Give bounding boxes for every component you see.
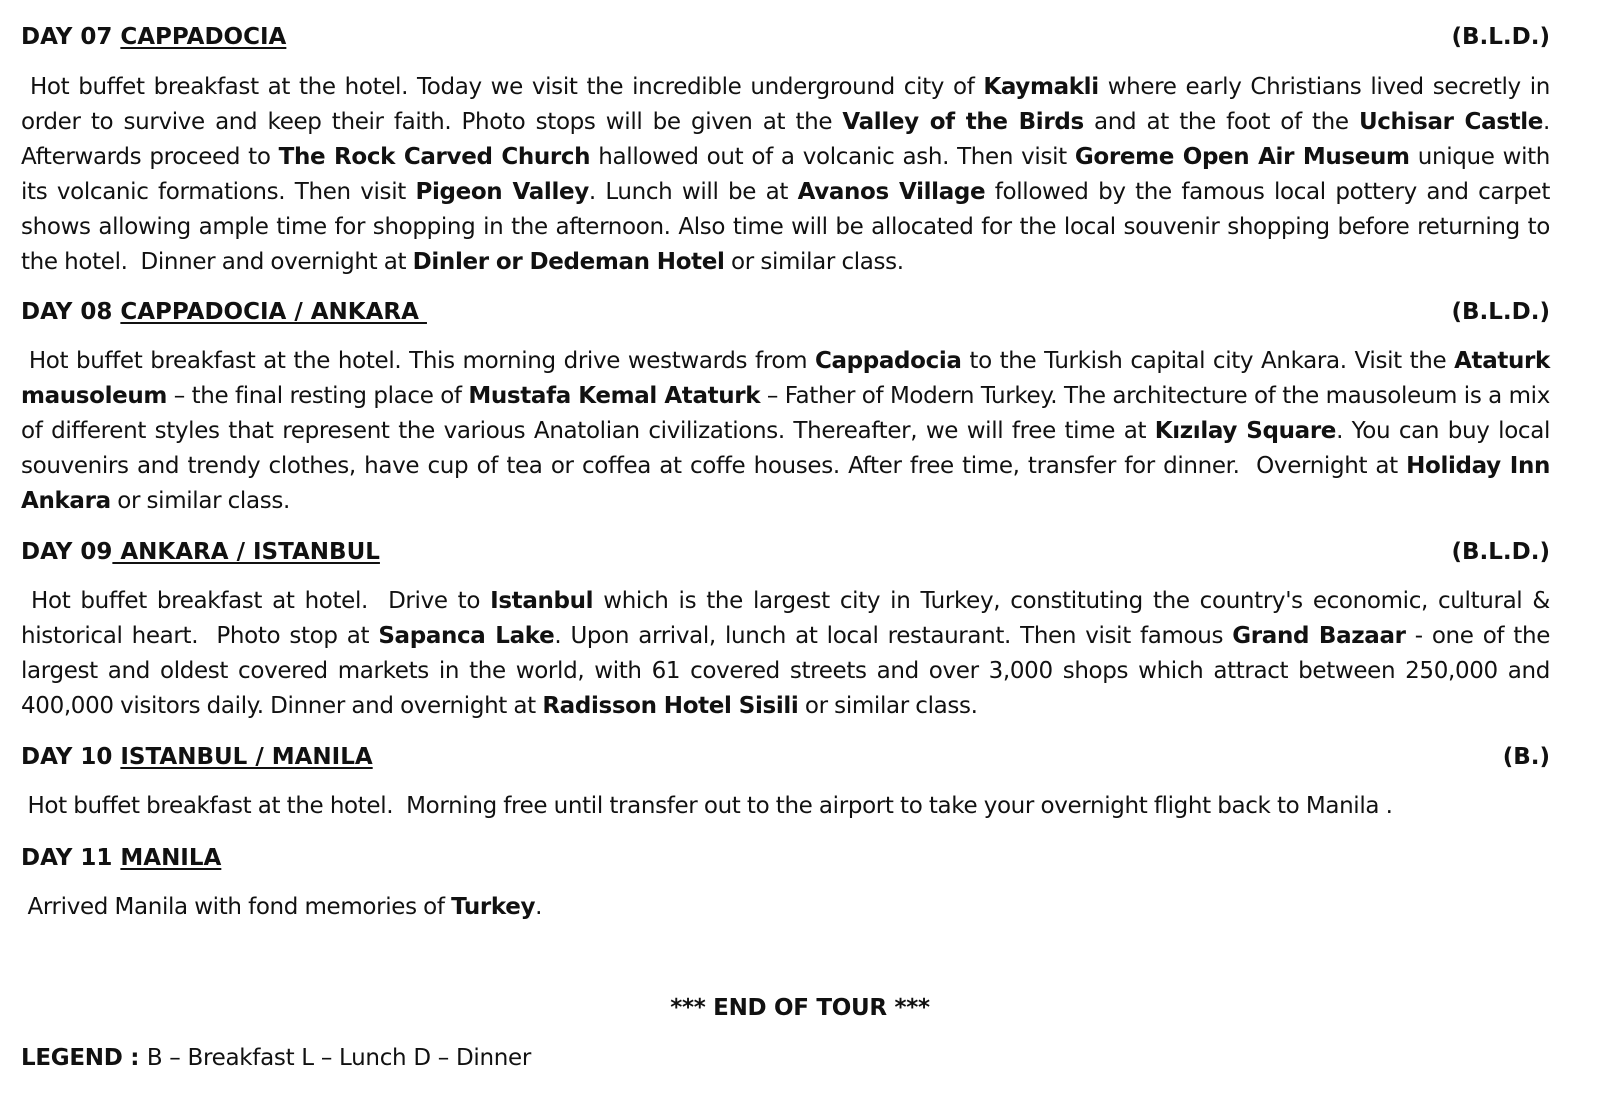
body-text: Hot buffet breakfast at the hotel. Today we visit the incredible underground city of bbox=[21, 74, 984, 100]
day-10-city: ISTANBUL / MANILA bbox=[120, 744, 373, 770]
day-10-meals: (B.) bbox=[1502, 744, 1550, 770]
day-11-label: DAY 11 bbox=[21, 845, 121, 871]
highlight-text: Valley of the Birds bbox=[842, 109, 1084, 135]
legend-label: LEGEND : bbox=[21, 1045, 147, 1071]
body-text: – Father of Modern Turkey. The architecture of the mausoleum is a mix of different styles that represent the various Anatolian civilizations. Thereafter, we will free time at bbox=[21, 383, 1557, 444]
body-text: or similar class. bbox=[724, 249, 904, 275]
day-10-title bbox=[21, 742, 373, 772]
day-09-label: DAY 09 bbox=[21, 539, 113, 565]
body-text: hallowed out of a volcanic ash. Then visit bbox=[590, 144, 1075, 170]
highlight-text: Cappadocia bbox=[814, 348, 962, 374]
highlight-text: Holiday Inn Ankara bbox=[21, 453, 1558, 514]
legend-text: B – Breakfast L – Lunch D – Dinner bbox=[146, 1045, 532, 1071]
day-09-title bbox=[21, 537, 380, 567]
body-text: which is the largest city in Turkey, constituting the country's economic, cultural & historical heart. Photo stop at bbox=[21, 588, 1557, 649]
day-07-city: CAPPADOCIA bbox=[120, 24, 287, 50]
highlight-text: Radisson Hotel Sisili bbox=[542, 693, 799, 719]
highlight-text: Uchisar Castle bbox=[1358, 109, 1544, 135]
day-09-header bbox=[21, 537, 1550, 567]
day-10-header bbox=[21, 742, 1550, 772]
body-text: – the final resting place of bbox=[167, 383, 469, 409]
highlight-text: Grand Bazaar bbox=[1232, 623, 1406, 649]
day-07-title bbox=[21, 22, 286, 52]
body-text: Hot buffet breakfast at the hotel. Morning free until transfer out to the airport to take your overnight flight back to Manila . bbox=[21, 793, 1393, 819]
highlight-text: Dinler or Dedeman Hotel bbox=[412, 249, 725, 275]
day-07-header bbox=[21, 22, 1550, 52]
highlight-text: Istanbul bbox=[490, 588, 594, 614]
day-07-description bbox=[21, 70, 1557, 280]
highlight-text: Ataturk mausoleum bbox=[21, 348, 1558, 409]
body-text: . Upon arrival, lunch at local restaurant. Then visit famous bbox=[554, 623, 1233, 649]
day-10-label: DAY 10 bbox=[21, 744, 121, 770]
day-08-title bbox=[21, 297, 427, 327]
highlight-text: Sapanca Lake bbox=[378, 623, 555, 649]
day-07-label: DAY 07 bbox=[21, 24, 121, 50]
day-11-header bbox=[21, 843, 1550, 873]
body-text: followed by the famous local pottery and carpet shows allowing ample time for shopping in the afternoon. Also time will be allocated for the local souvenir shopping before returning to the hotel. Dinner and overnight at bbox=[21, 179, 1557, 275]
day-08-header bbox=[21, 297, 1550, 327]
highlight-text: Turkey bbox=[451, 894, 536, 920]
day-07-meals: (B.L.D.) bbox=[1451, 24, 1550, 50]
body-text: unique with its volcanic formations. Then visit bbox=[21, 144, 1557, 205]
highlight-text: Mustafa Kemal Ataturk bbox=[468, 383, 761, 409]
highlight-text: The Rock Carved Church bbox=[278, 144, 591, 170]
body-text: and at the foot of the bbox=[1083, 109, 1359, 135]
body-text: . Lunch will be at bbox=[588, 179, 798, 205]
body-text: - one of the largest and oldest covered markets in the world, with 61 covered streets and over 3,000 shops which attract between 250,000 and 400,000 visitors daily. Dinner and overnight at bbox=[21, 623, 1557, 719]
day-08-meals: (B.L.D.) bbox=[1451, 299, 1550, 325]
highlight-text: Kızılay Square bbox=[1154, 418, 1337, 444]
body-text: Hot buffet breakfast at the hotel. This morning drive westwards from bbox=[21, 348, 815, 374]
body-text: to the Turkish capital city Ankara. Visit the bbox=[961, 348, 1455, 374]
highlight-text: Kaymakli bbox=[983, 74, 1099, 100]
day-08-label: DAY 08 bbox=[21, 299, 121, 325]
legend bbox=[21, 1043, 531, 1073]
body-text: Hot buffet breakfast at hotel. Drive to bbox=[21, 588, 491, 614]
highlight-text: Pigeon Valley bbox=[415, 179, 589, 205]
day-08-city: CAPPADOCIA / ANKARA bbox=[120, 299, 427, 325]
day-08-description bbox=[21, 344, 1558, 519]
day-09-description bbox=[21, 584, 1557, 724]
body-text: . Afterwards proceed to bbox=[21, 109, 1557, 170]
day-11-title bbox=[21, 843, 221, 873]
day-09-city: ANKARA / ISTANBUL bbox=[112, 539, 380, 565]
day-11-city: MANILA bbox=[120, 845, 222, 871]
body-text: or similar class. bbox=[798, 693, 978, 719]
day-11-description bbox=[21, 890, 1550, 925]
body-text: where early Christians lived secretly in order to survive and keep their faith. Photo stops will be given at the bbox=[21, 74, 1557, 135]
highlight-text: Avanos Village bbox=[797, 179, 986, 205]
day-09-meals: (B.L.D.) bbox=[1451, 539, 1550, 565]
body-text: Arrived Manila with fond memories of bbox=[21, 894, 452, 920]
end-of-tour: *** END OF TOUR *** bbox=[670, 995, 930, 1021]
body-text: . bbox=[535, 894, 543, 920]
day-10-description bbox=[21, 789, 1550, 824]
body-text: or similar class. bbox=[110, 488, 290, 514]
highlight-text: Goreme Open Air Museum bbox=[1074, 144, 1410, 170]
body-text: . You can buy local souvenirs and trendy clothes, have cup of tea or coffea at coffe houses. After free time, transfer for dinner. Overnight at bbox=[21, 418, 1557, 479]
